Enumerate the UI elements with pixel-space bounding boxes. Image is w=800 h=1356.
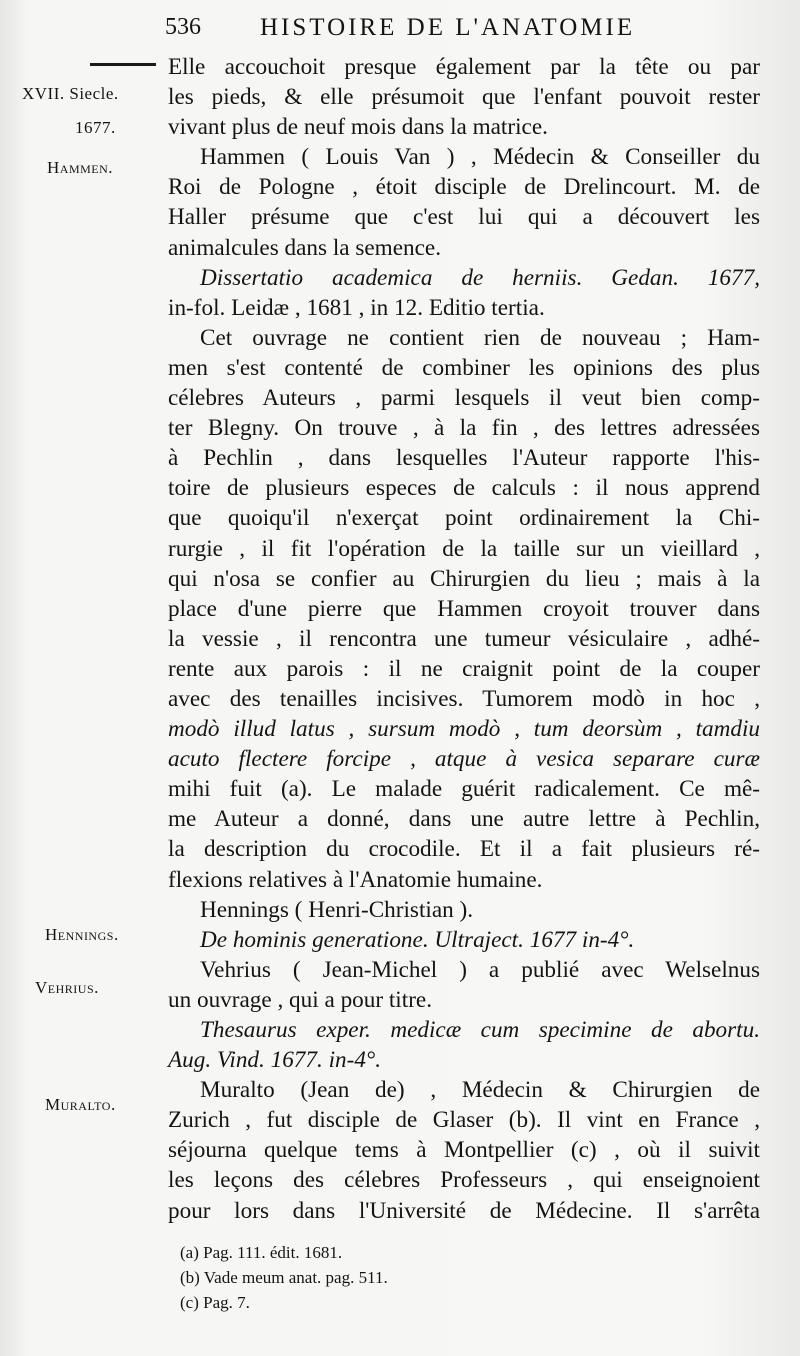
- text-line: Zurich , fut disciple de Glaser (b). Il vint en France ,: [168, 1107, 760, 1134]
- text-line: rurgie , il fit l'opération de la taille sur un vieillard ,: [168, 535, 760, 562]
- text-line: Haller présume que c'est lui qui a découvert les: [168, 204, 760, 231]
- text-line: à Pechlin , dans lesquelles l'Auteur rapporte l'his-: [168, 445, 760, 472]
- text-line: animalcules dans la semence.: [168, 234, 441, 261]
- text-line: Cet ouvrage ne contient rien de nouveau ; Ham-: [200, 324, 760, 351]
- text-line: place d'une pierre que Hammen croyoit trouver dans: [168, 595, 760, 622]
- text-line: in-fol. Leidæ , 1681 , in 12. Editio tertia.: [168, 294, 545, 321]
- text-line: Muralto (Jean de) , Médecin & Chirurgien de: [200, 1077, 760, 1104]
- text-line: Hammen ( Louis Van ) , Médecin & Conseiller du: [200, 144, 760, 171]
- text-line: mihi fuit (a). Le malade guérit radicalement. Ce mê-: [168, 776, 760, 803]
- text-line: flexions relatives à l'Anatomie humaine.: [168, 866, 543, 893]
- text-line: qui n'osa se confier au Chirurgien du lieu ; mais à la: [168, 565, 760, 592]
- running-head: [165, 14, 775, 54]
- text-line: Vehrius ( Jean-Michel ) a publié avec Welselnus: [200, 956, 760, 983]
- footnote: (b) Vade meum anat. pag. 511.: [180, 1268, 388, 1287]
- text-line: rente aux parois : il ne craignit point de la couper: [168, 655, 760, 682]
- text-line: la description du crocodile. Et il a fait plusieurs ré-: [168, 836, 760, 863]
- text-line: avec des tenailles incisives. Tumorem modò in hoc ,: [168, 685, 760, 712]
- body-text: [168, 52, 760, 1226]
- text-line: célebres Auteurs , parmi lesquels il veut bien comp-: [168, 385, 760, 412]
- footnote: (c) Pag. 7.: [180, 1293, 250, 1312]
- running-title: HISTOIRE DE L'ANATOMIE: [260, 14, 636, 41]
- text-line: Dissertatio academica de herniis. Gedan. 1677,: [200, 264, 760, 291]
- text-line: ter Blegny. On trouve , à la fin , des lettres adressées: [168, 415, 760, 442]
- text-line: Thesaurus exper. medicæ cum specimine de abortu.: [200, 1017, 760, 1043]
- margin-name-vehrius: Vehrius.: [35, 978, 99, 997]
- text-line: Roi de Pologne , étoit disciple de Drelincourt. M. de: [168, 174, 760, 201]
- text-line: toire de plusieurs especes de calculs : il nous apprend: [168, 475, 760, 502]
- margin-year: 1677.: [75, 118, 116, 137]
- text-line: un ouvrage , qui a pour titre.: [168, 986, 433, 1013]
- text-line: les pieds, & elle présumoit que l'enfant pouvoit rester: [168, 84, 760, 111]
- footnote: (a) Pag. 111. édit. 1681.: [180, 1243, 343, 1262]
- text-line: acuto flectere forcipe , atque à vesica separare curæ: [168, 746, 760, 773]
- text-line: pour lors dans l'Université de Médecine. Il s'arrêta: [168, 1197, 760, 1224]
- text-line: Hennings ( Henri-Christian ).: [200, 896, 474, 923]
- text-line: me Auteur a donné, dans une autre lettre à Pechlin,: [168, 806, 760, 833]
- margin-rule: [90, 63, 156, 66]
- text-line: Aug. Vind. 1677. in-4°.: [168, 1047, 382, 1074]
- text-line: séjourna quelque tems à Montpellier (c) , où il suivit: [168, 1137, 760, 1164]
- text-line: men s'est contenté de combiner les opinions des plus: [168, 354, 760, 381]
- margin-name-muralto: Muralto.: [45, 1095, 116, 1114]
- text-line: vivant plus de neuf mois dans la matrice.: [168, 114, 548, 141]
- margin-century: XVII. Siecle.: [22, 84, 119, 103]
- margin-name-hennings: Hennings.: [45, 925, 119, 944]
- text-line: que quoiqu'il n'exerçat point ordinairement la Chi-: [168, 505, 760, 532]
- text-line: De hominis generatione. Ultraject. 1677 in-4°.: [200, 926, 635, 953]
- page-number: 536: [165, 14, 201, 40]
- margin-name-hammen: Hammen.: [47, 158, 114, 177]
- text-line: Elle accouchoit presque également par la tête ou par: [168, 54, 760, 80]
- text-line: la vessie , il rencontra une tumeur vésiculaire , adhé-: [168, 625, 760, 652]
- text-line: modò illud latus , sursum modò , tum deorsùm , tamdiu: [168, 716, 760, 743]
- text-line: les leçons des célebres Professeurs , qui enseignoient: [168, 1167, 760, 1194]
- footnotes: [180, 1240, 740, 1315]
